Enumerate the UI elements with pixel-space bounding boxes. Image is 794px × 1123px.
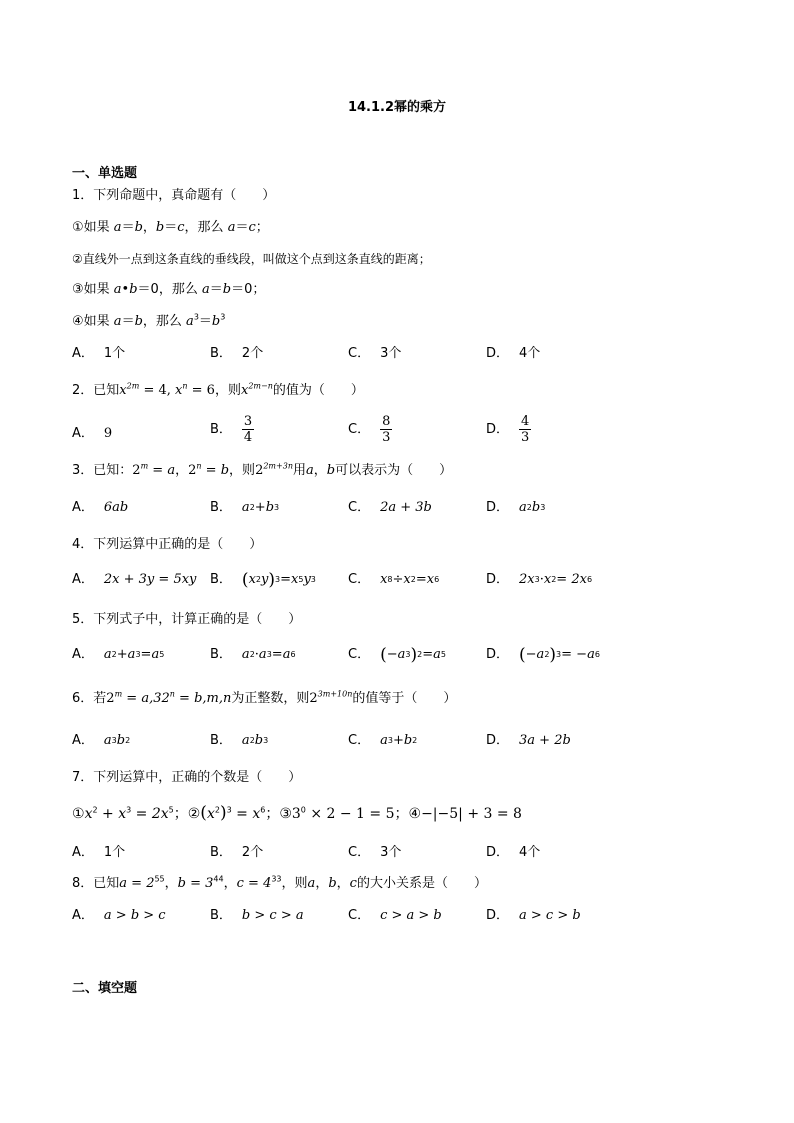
question-3-options [72,498,692,522]
question-8-option-d[interactable]: D． a > c > b [486,908,581,923]
question-8-stem: 8．已知$a = 2^{55}$，$b = 3^{44}$，$c = 4^{33}$，则a，b，c的大小关系是（ ） [72,874,487,891]
question-7-items: $①x^2 + x^3 = 2x^5$；$②(x^2)^3 = x^6$；$③3^0 \times 2 - 1 = 5$；④−|−5| + 3 = 8 [72,803,522,823]
question-4-option-c[interactable]: C． x 8 ÷ x 2 = x 6 [348,572,440,587]
question-2-option-d[interactable]: D． $\frac{4}{3}$ [486,414,530,445]
question-7-options [72,843,692,867]
question-6-option-a[interactable]: A． a 3 b 2 [72,733,131,748]
question-2-options [72,414,692,454]
section-heading-single-choice: 一、单选题 [72,166,138,181]
section-heading-fill-in: 二、填空题 [72,981,138,996]
question-7-option-d[interactable]: D． 4个 [486,845,541,860]
question-5-stem: 5．下列式子中，计算正确的是（ ） [72,612,302,627]
question-1-proposition-3: ③如果 a•b＝0，那么 a＝b＝0； [72,282,266,297]
question-8-option-a[interactable]: A． a > b > c [72,908,166,923]
question-1-proposition-4: ④如果 a＝b，那么 $a^3=b^3$ [72,312,226,329]
question-1-option-c[interactable]: C． 3个 [348,346,402,361]
question-1-proposition-2: ②直线外一点到这条直线的垂线段，叫做这个点到这条直线的距离； [72,252,431,266]
question-1-option-b[interactable]: B． 2个 [210,346,264,361]
question-8-options [72,906,692,930]
question-1-option-a[interactable]: A． 1个 [72,346,126,361]
question-3-option-a[interactable]: A． 6ab [72,500,129,515]
question-4-option-a[interactable]: A． 2x + 3y = 5xy [72,572,197,587]
question-5-option-d[interactable]: D． ( −a 2 ) 3 = − a 6 [486,645,600,665]
question-5-options [72,645,692,669]
question-1-option-d[interactable]: D． 4个 [486,346,541,361]
question-1-proposition-1: ①如果 a＝b，b＝c，那么 a＝c； [72,220,269,235]
question-7-option-a[interactable]: A． 1个 [72,845,126,860]
question-2-stem: 2．已知$x^{2m} = 4$, $x^n = 6$，则$x^{2m-n}$的值为（ ） [72,381,364,398]
question-2-option-b[interactable]: B． $\frac{3}{4}$ [210,414,253,445]
question-6-option-d[interactable]: D． 3a + 2b [486,733,571,748]
fraction: $\frac{4}{3}$ [521,414,530,445]
fraction: $\frac{8}{3}$ [382,414,391,445]
question-1-stem: 1．下列命题中，真命题有（ ） [72,188,276,203]
question-6-options [72,731,692,755]
question-3-stem: 3．已知：$2^m = a$，$2^n = b$，则$2^{2m+3n}$用a，b可以表示为（ ） [72,461,453,478]
question-6-option-b[interactable]: B． a 2 b 3 [210,733,269,748]
page-title: 14.1.2幂的乘方 [347,100,447,115]
question-5-option-b[interactable]: B． a 2 · a 3 = a 6 [210,647,296,662]
question-4-option-b[interactable]: B． ( x 2 y ) 3 = x 5 y 3 [210,570,316,590]
question-2-option-c[interactable]: C． $\frac{8}{3}$ [348,414,391,445]
question-3-option-c[interactable]: C． 2a + 3b [348,500,432,515]
question-4-option-d[interactable]: D． 2x 3 · x 2 = 2x 6 [486,572,593,587]
question-3-option-b[interactable]: B． a 2 + b 3 [210,500,280,515]
fraction: $\frac{3}{4}$ [243,414,253,445]
question-4-stem: 4．下列运算中正确的是（ ） [72,537,263,552]
question-5-option-a[interactable]: A． a 2 + a 3 = a 5 [72,647,165,662]
question-7-stem: 7．下列运算中，正确的个数是（ ） [72,770,302,785]
question-5-option-c[interactable]: C． ( −a 3 ) 2 = a 5 [348,645,446,665]
question-8-option-b[interactable]: B． b > c > a [210,908,304,923]
question-6-option-c[interactable]: C． a 3 + b 2 [348,733,418,748]
question-3-option-d[interactable]: D． a 2 b 3 [486,500,546,515]
question-1-options [72,344,692,368]
question-6-stem: 6．若$2^m = a,32^n = b,m,n$为正整数，则$2^{3m+10n}$的值等于（ ） [72,689,457,706]
question-7-option-c[interactable]: C． 3个 [348,845,402,860]
question-2-option-a[interactable]: A． 9 [72,426,113,441]
question-7-option-b[interactable]: B． 2个 [210,845,264,860]
question-8-option-c[interactable]: C． c > a > b [348,908,442,923]
question-4-options [72,570,692,594]
